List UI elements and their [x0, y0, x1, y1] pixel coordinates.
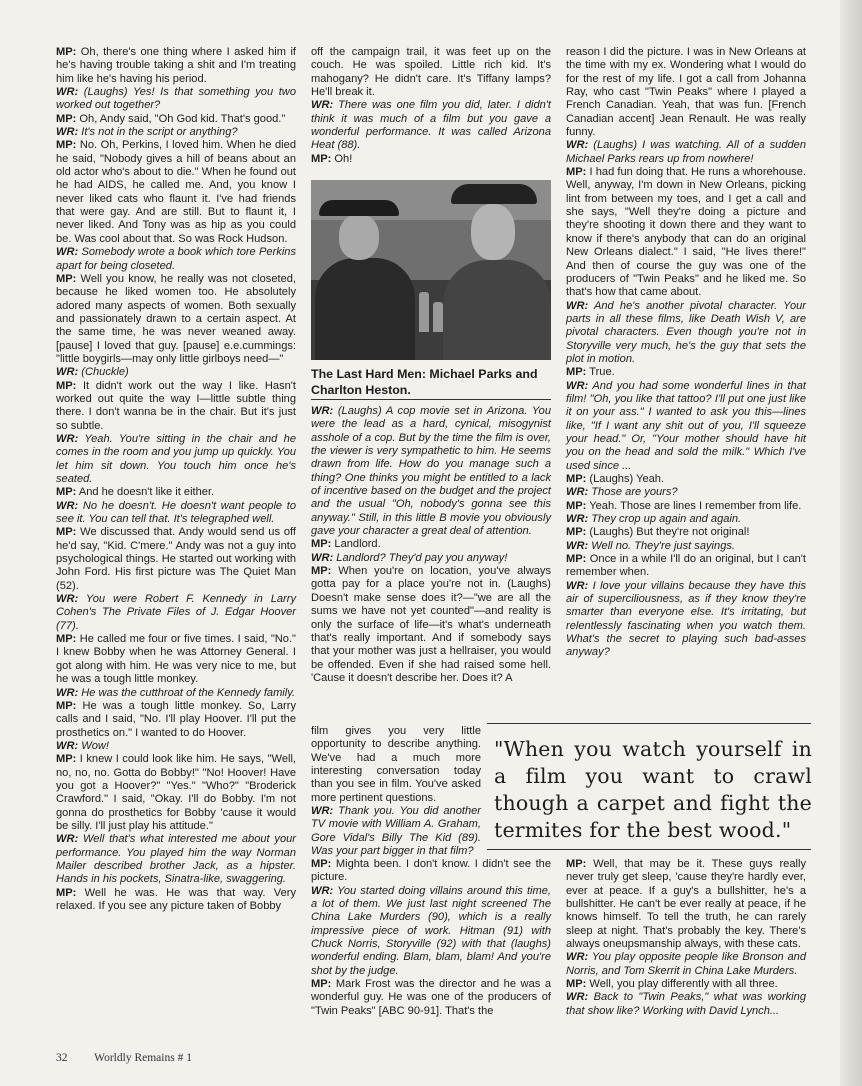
paragraph-text: There was one film you did, later. I didn't think it was much of a film but you gave a wonderful performance. It was called Arizona Heat (88). — [311, 99, 551, 152]
paragraph-text: Thank you. You did another TV movie with William A. Graham, Gore Vidal's Billy The Kid (89). Was your part bigger in that film? — [311, 805, 481, 858]
speaker-label: MP: — [311, 978, 332, 991]
paragraph-mp — [56, 113, 296, 126]
column-2-bottom — [311, 858, 551, 1018]
paragraph-text: You play opposite people like Bronson and Norris, and Tom Skerrit in China Lake Murders. — [566, 951, 806, 977]
paragraph-text: And he doesn't like it either. — [76, 486, 215, 499]
paragraph-mp — [566, 858, 806, 951]
speaker-label: WR: — [311, 805, 334, 818]
paragraph-mp — [311, 46, 551, 99]
paragraph-text: I love your villains because they have this air of superciliousness, as if they know they're smarter than everyone else. It's irritating, but relentlessly fascinating when you watch them. What's the secret to playing such bad-asses anyway? — [566, 579, 806, 659]
speaker-label: WR: — [56, 432, 79, 445]
photo-caption: The Last Hard Men: Michael Parks and Charlton Heston. — [311, 367, 538, 397]
paragraph-text: (Chuckle) — [78, 366, 129, 379]
paragraph-text: (Laughs) I was watching. All of a sudden Michael Parks rears up from nowhere! — [566, 139, 806, 165]
paragraph-text: Oh, Andy said, "Oh God kid. That's good." — [76, 112, 286, 125]
paragraph-text: (Laughs) But they're not original! — [586, 526, 750, 539]
paragraph-text: I had fun doing that. He runs a whorehouse. Well, anyway, I'm down in New Orleans, picking lint from between my toes, and I get a call and she says, "Well they're doing a picture and they're shooting it down there and they want to know if there's anybody that can do an original New Orleans dialect." I said, "He lives there!" And then of course the guy was one of the producers of "Twin Peaks" and he liked me. So that's how that came about. — [566, 166, 806, 299]
speaker-label: MP: — [566, 978, 587, 991]
paragraph-mp — [311, 538, 551, 551]
speaker-label: WR: — [311, 99, 334, 112]
paragraph-mp — [56, 486, 296, 499]
paragraph-text: Well you know, he really was not closeted, because he liked women too. He absolutely adored many aspects of women. Both sexually and passionately drawn to a certain aspect. At the same time, he was never weaned away. [pause] I loved that guy. [pause] e.e.cummings: "little boygirls—may only little girlboys need—" — [56, 272, 296, 365]
paragraph-mp — [566, 553, 806, 580]
speaker-label: WR: — [566, 299, 589, 312]
paragraph-mp — [566, 500, 806, 513]
speaker-label: MP: — [566, 553, 587, 566]
paragraph-text: And he's another pivotal character. Your parts in all these films, like Death Wish V, are pivotal characters. Even though you're not in Storyville very much, he's the guy that sets the plot in motion. — [566, 299, 806, 365]
paragraph-wr — [566, 540, 806, 553]
pull-quote-rule-top — [487, 723, 811, 724]
speaker-label: MP: — [56, 526, 77, 539]
paragraph-text: Mark Frost was the director and he was a wonderful guy. He was one of the producers of "Twin Peaks" [ABC 90-91]. That's the — [311, 978, 551, 1017]
folio — [56, 1052, 216, 1064]
speaker-label: MP: — [566, 366, 587, 379]
paragraph-text: (Laughs) A cop movie set in Arizona. You were the lead as a hard, cynical, misogynist asshole of a cop. But by the time the film is over, the viewer is very sympathetic to him. He seems drawn from life. How do you manage such a thing? One thinks you might be entitled to a lack of incentive based on the budget and the project and the usual "Oh, nobody's gonna see this anyway." Still, in this little B movie you obviously gave your character a great deal of attention. — [311, 405, 551, 538]
paragraph-text: Well, that may be it. These guys really never truly get sleep, 'cause they're hardly ever, ever at peace. If a guy's a bullshitter, he's a bullshitter. He can't be ever really at peace, if he knows himself. To tell the truth, he can rarely sleep at night. That's probably the key. There's always oneupsmanship always, with these cats. — [566, 858, 806, 951]
paragraph-wr — [566, 380, 806, 473]
paragraph-wr — [566, 951, 806, 978]
paragraph-text: It didn't work out the way I like. Hasn't worked out quite the way I—little subtle thing there. I don't wanna be in the chair. But it's just so subtle. — [56, 379, 296, 432]
paragraph-wr — [56, 126, 296, 139]
paragraph-wr — [56, 593, 296, 633]
paragraph-text: You were Robert F. Kennedy in Larry Cohen's The Private Files of J. Edgar Hoover (77). — [56, 593, 296, 632]
paragraph-text: Landlord. — [331, 538, 381, 551]
speaker-label: MP: — [56, 112, 77, 125]
paragraph-text: When you're on location, you've always gotta pay for a place you're not in. (Laughs) Doesn't make sense does it?—"we are all the sums we have not yet counted"—and reality is only the surface of life—it's what's underneath that's really important. And if somebody says that your mother was just a hellraiser, you would be offended. Even if she had raised some hell. 'Cause it doesn't describe her. Does it? A — [311, 565, 551, 684]
paragraph-text: Landlord? They'd pay you anyway! — [333, 551, 508, 564]
speaker-label: WR: — [56, 86, 79, 99]
speaker-label: WR: — [566, 579, 589, 592]
paragraph-text: Once in a while I'll do an original, but I can't remember when. — [566, 553, 806, 579]
paragraph-text: Well no. They're just sayings. — [588, 539, 735, 552]
speaker-label: MP: — [311, 858, 332, 870]
caption-rule — [311, 399, 551, 400]
paragraph-wr — [311, 805, 481, 858]
paragraph-mp — [56, 700, 296, 740]
speaker-label: MP: — [311, 538, 332, 551]
paragraph-wr — [56, 833, 296, 886]
paragraph-mp — [56, 526, 296, 593]
paragraph-wr — [56, 687, 296, 700]
paragraph-mp — [56, 633, 296, 686]
paragraph-wr — [311, 885, 551, 978]
speaker-label: WR: — [566, 991, 589, 1004]
paragraph-wr — [56, 86, 296, 113]
speaker-label: MP: — [56, 46, 77, 58]
paragraph-mp — [566, 473, 806, 486]
paragraph-mp — [56, 753, 296, 833]
paragraph-wr — [566, 300, 806, 367]
paragraph-text: (Laughs) Yes! Is that something you two worked out together? — [56, 86, 296, 112]
paragraph-text: film gives you very little opportunity to describe anything. We've had a much more interesting conversation today than you see in film. You've asked more pertinent questions. — [311, 725, 481, 804]
paragraph-text: I knew I could look like him. He says, "Well, no, no, no. Gotta do Bobby!" "No! Hoover! Have you got a Hoover?" "Yes." "Who?" "Broderick Crawford." I said, "Okay. I'll do Bobby. I'm not gonna do prosthetics for Bobby 'cause it would be silly. I'll just play his attitude." — [56, 753, 296, 832]
speaker-label: WR: — [566, 539, 589, 552]
paragraph-text: You started doing villains around this time, a lot of them. We just last night screened The China Lake Murders (90), which is a really impressive piece of work. Hitman (91) with Chuck Norris, Storyville (92) with that (laughs) wonderful ending. Blam, blam, blam! And you're shot by the judge. — [311, 884, 551, 977]
speaker-label: WR: — [56, 126, 79, 139]
paragraph-mp — [56, 380, 296, 433]
paragraph-mp — [56, 887, 296, 914]
speaker-label: WR: — [56, 833, 79, 846]
page-number: 32 — [56, 1052, 68, 1064]
speaker-label: MP: — [311, 565, 332, 578]
paragraph-text: Yeah. You're sitting in the chair and he comes in the room and you jump up quickly. You let him sit down. You touch him once he's seated. — [56, 432, 296, 485]
speaker-label: MP: — [56, 633, 77, 646]
column-3-top — [566, 46, 806, 660]
paragraph-text: Oh! — [331, 152, 353, 165]
paragraph-text: Well he was. He was that way. Very relaxed. If you see any picture taken of Bobby — [56, 886, 296, 912]
paragraph-text: No he doesn't. He doesn't want people to see it. You can tell that. It's telegraphed well. — [56, 499, 296, 526]
paragraph-text: We discussed that. Andy would send us off he'd say, "Kid. C'mere." Andy was not a guy into psychological things. He started out working with John Ford. His first picture was The Quiet Man (52). — [56, 526, 296, 592]
speaker-label: WR: — [56, 366, 79, 379]
speaker-label: MP: — [311, 152, 332, 165]
paragraph-mp — [566, 526, 806, 539]
page-spine-shadow — [840, 0, 862, 1086]
paragraph-wr — [566, 580, 806, 660]
paragraph-mp — [56, 46, 296, 86]
paragraph-wr — [566, 139, 806, 166]
paragraph-text: And you had some wonderful lines in that film! "Oh, you like that tattoo? I'll put one just like it on your ass." I wanted to ask you this—lines like, "If I want any shit out of you, I'll squeeze your head." Or, "Your mother should have hit you on the head and sold the milk." Which I've used since ... — [566, 379, 806, 472]
paragraph-text: He called me four or five times. I said, "No." I knew Bobby when he was Attorney General. I got along with him. He was very nice to me, but he was a tough little monkey. — [56, 633, 296, 686]
paragraph-wr — [311, 552, 551, 565]
paragraph-wr — [56, 366, 296, 379]
speaker-label: WR: — [56, 593, 79, 606]
speaker-label: MP: — [56, 886, 77, 899]
speaker-label: MP: — [56, 699, 77, 712]
paragraph-mp — [311, 858, 551, 885]
paragraph-wr — [311, 405, 551, 538]
paragraph-text: True. — [586, 366, 615, 379]
speaker-label: MP: — [566, 858, 587, 870]
paragraph-wr — [566, 513, 806, 526]
column-2-top — [311, 46, 551, 166]
paragraph-text: Well that's what interested me about your performance. You played him the way Norman Mailer described brother Jack, as a hipster. Hands in his pockets, Sinatra-like, swaggering. — [56, 833, 296, 886]
speaker-label: MP: — [56, 753, 77, 766]
paragraph-wr — [56, 740, 296, 753]
paragraph-mp — [311, 725, 481, 805]
speaker-label: WR: — [311, 551, 334, 564]
speaker-label: MP: — [566, 526, 587, 539]
paragraph-mp — [311, 978, 551, 1018]
paragraph-wr — [56, 500, 296, 527]
paragraph-text: No. Oh, Perkins, I loved him. When he died he said, "Nobody gives a hill of beans about an old actor who's about to die." When he found out he had AIDS, he called me. And, you know I never liked cats who flaunt it. I've had friends that were gay. And are still. But to flaunt it, I never liked. And Tony was as hip as you could be. Was cool about that. So was Rock Hudson. — [56, 139, 296, 245]
speaker-label: MP: — [56, 379, 77, 392]
pull-quote-rule-bottom — [487, 849, 811, 850]
column-3-bottom — [566, 858, 806, 1018]
paragraph-wr — [56, 433, 296, 486]
speaker-label: WR: — [56, 246, 79, 259]
paragraph-text: He was the cutthroat of the Kennedy family. — [78, 686, 296, 699]
paragraph-text: Mighta been. I don't know. I didn't see the picture. — [311, 858, 551, 884]
speaker-label: WR: — [566, 486, 589, 499]
paragraph-text: Back to "Twin Peaks," what was working that show like? Working with David Lynch... — [566, 991, 806, 1017]
speaker-label: WR: — [56, 499, 79, 512]
paragraph-wr — [566, 991, 806, 1018]
paragraph-mp — [311, 565, 551, 685]
speaker-label: WR: — [566, 951, 589, 964]
speaker-label: MP: — [56, 486, 77, 499]
paragraph-text: (Laughs) Yeah. — [586, 473, 665, 485]
paragraph-text: They crop up again and again. — [588, 513, 742, 526]
paragraph-mp — [56, 139, 296, 246]
paragraph-wr — [56, 246, 296, 273]
speaker-label: WR: — [56, 739, 79, 752]
paragraph-text: It's not in the script or anything? — [78, 126, 238, 139]
speaker-label: MP: — [56, 139, 77, 152]
publication-name: Worldly Remains # 1 — [94, 1052, 192, 1064]
paragraph-mp — [566, 366, 806, 379]
paragraph-mp — [56, 273, 296, 366]
paragraph-wr — [311, 99, 551, 152]
speaker-label: MP: — [566, 473, 587, 485]
speaker-label: MP: — [566, 166, 587, 179]
speaker-label: WR: — [566, 379, 589, 392]
paragraph-mp — [566, 978, 806, 991]
column-2-middle — [311, 405, 551, 685]
speaker-label: WR: — [56, 686, 79, 699]
pull-quote: "When you watch yourself in a film you want to crawl though a carpet and fight the termites for the best wood." — [494, 737, 812, 842]
speaker-label: WR: — [566, 513, 589, 526]
speaker-label: MP: — [566, 499, 587, 512]
paragraph-text: Well, you play differently with all three. — [586, 978, 778, 991]
paragraph-text: Yeah. Those are lines I remember from life. — [586, 499, 802, 512]
paragraph-text: off the campaign trail, it was feet up on the couch. He was spoiled. Little rich kid. It's mahogany? He didn't care. It's Tiffany lamps? He'll break it. — [311, 46, 551, 99]
photo — [311, 180, 551, 360]
column-1 — [56, 46, 296, 913]
paragraph-mp — [311, 153, 551, 166]
paragraph-text: Oh, there's one thing where I asked him if he's having trouble taking a shit and I'm treating him like he's having his period. — [56, 46, 296, 85]
paragraph-mp — [566, 46, 806, 139]
paragraph-text: Somebody wrote a book which tore Perkins apart for being closeted. — [56, 246, 296, 272]
paragraph-mp — [566, 166, 806, 299]
paragraph-text: Those are yours? — [588, 486, 678, 499]
paragraph-text: He was a tough little monkey. So, Larry calls and I said, "No. I'll play Hoover. I'll put the prosthetics on." I wanted to do Hoover. — [56, 699, 296, 739]
paragraph-wr — [566, 486, 806, 499]
speaker-label: WR: — [566, 139, 589, 152]
paragraph-text: Wow! — [78, 739, 110, 752]
speaker-label: WR: — [311, 405, 334, 417]
paragraph-text: reason I did the picture. I was in New Orleans at the time with my ex. Wondering what I would do for the rest of my life. I got a call from Johanna Ray, who cast "Twin Peaks" where I played a French Canadian. Yeah, that was fun. [French Canadian accent] Jean Renault. He was really funny. — [566, 46, 806, 139]
column-2-narrow — [311, 725, 481, 858]
speaker-label: MP: — [56, 272, 77, 285]
speaker-label: WR: — [311, 884, 334, 897]
